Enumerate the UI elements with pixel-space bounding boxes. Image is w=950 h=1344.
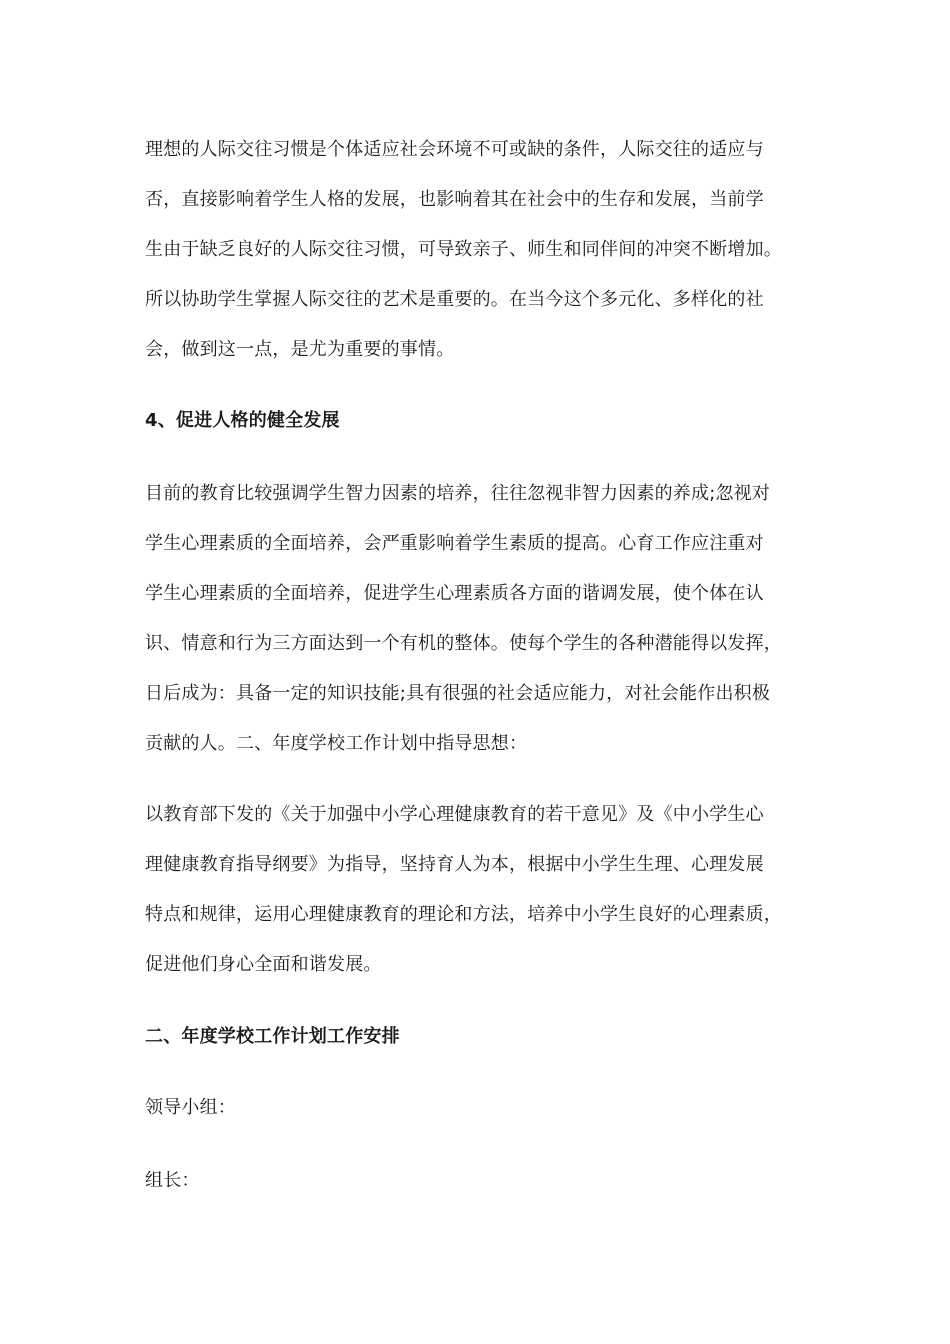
group-leader-label: 组长：	[145, 1170, 200, 1191]
paragraph-2-line-2: 学生心理素质的全面培养，会严重影响着学生素质的提高。心育工作应注重对	[145, 533, 764, 554]
paragraph-1-line-4: 所以协助学生掌握人际交往的艺术是重要的。在当今这个多元化、多样化的社	[145, 289, 764, 310]
section-heading-4: 4、促进人格的健全发展	[145, 410, 340, 431]
paragraph-1-line-2: 否，直接影响着学生人格的发展，也影响着其在社会中的生存和发展，当前学	[145, 189, 764, 210]
paragraph-1-line-1: 理想的人际交往习惯是个体适应社会环境不可或缺的条件，人际交往的适应与	[145, 139, 764, 160]
paragraph-2-line-5: 日后成为：具备一定的知识技能;具有很强的社会适应能力，对社会能作出积极	[145, 683, 771, 704]
paragraph-1-line-5: 会，做到这一点，是尤为重要的事情。	[145, 339, 455, 360]
leadership-group-label: 领导小组：	[145, 1097, 236, 1118]
paragraph-1-line-3: 生由于缺乏良好的人际交往习惯，可导致亲子、师生和同伴间的冲突不断增加。	[145, 239, 782, 260]
paragraph-2-line-3: 学生心理素质的全面培养，促进学生心理素质各方面的谐调发展，使个体在认	[145, 583, 764, 604]
paragraph-3-line-4: 促进他们身心全面和谐发展。	[145, 954, 382, 975]
paragraph-3-line-2: 理健康教育指导纲要》为指导，坚持育人为本，根据中小学生生理、心理发展	[145, 854, 764, 875]
section-heading-work-arrangement: 二、年度学校工作计划工作安排	[145, 1026, 400, 1047]
paragraph-2-line-4: 识、情意和行为三方面达到一个有机的整体。使每个学生的各种潜能得以发挥，	[145, 633, 782, 654]
paragraph-2-line-6: 贡献的人。二、年度学校工作计划中指导思想：	[145, 733, 528, 754]
paragraph-3-line-1: 以教育部下发的《关于加强中小学心理健康教育的若干意见》及《中小学生心	[145, 804, 764, 825]
paragraph-3-line-3: 特点和规律，运用心理健康教育的理论和方法，培养中小学生良好的心理素质，	[145, 904, 782, 925]
paragraph-2-line-1: 目前的教育比较强调学生智力因素的培养，往往忽视非智力因素的养成;忽视对	[145, 483, 771, 504]
